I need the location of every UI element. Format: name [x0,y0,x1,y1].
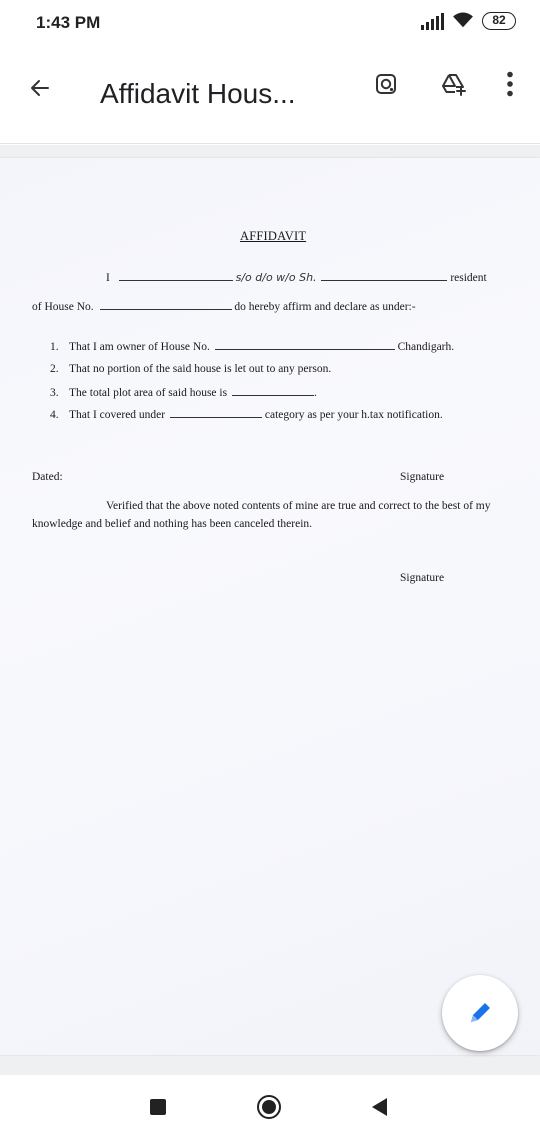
wifi-icon [452,12,474,30]
home-dot [262,1100,276,1114]
recents-square-icon[interactable] [150,1099,166,1115]
document-viewer[interactable] [0,145,540,1075]
item-number: 3. [50,387,59,399]
item-text: That no portion of the said house is let out to any person. [69,363,332,375]
more-options-button[interactable] [490,64,530,104]
father-name-blank [321,280,447,281]
item-text: That I am owner of House No. [69,341,210,353]
house-no-blank [100,309,232,310]
item-text: The total plot area of said house is [69,387,228,399]
document-page[interactable] [0,158,540,1055]
item-text: That I covered under [69,409,166,421]
item-blank [232,395,314,396]
verification-text: Verified that the above noted contents of mine are true and correct to the best of my knowledge and belief and nothing has been canceled therein. [32,500,491,530]
system-nav-bar [0,1076,540,1140]
item-1 [50,341,454,353]
item-after: . [313,387,317,399]
signature-label: Signature [400,572,445,584]
signature-label: Signature [400,471,445,483]
app-bar [0,48,540,144]
back-triangle-icon[interactable] [372,1098,387,1116]
item-after: category as per your h.tax notification. [264,409,443,421]
item-3 [50,387,317,399]
item-number: 1. [50,341,59,353]
google-lens-button[interactable] [366,64,406,104]
google-lens-icon [374,72,398,96]
battery-level: 82 [482,12,516,30]
item-2 [50,363,331,375]
home-circle-icon[interactable] [257,1095,281,1119]
resident-text: resident [450,272,487,284]
item-number: 4. [50,409,59,421]
item-4 [50,409,443,421]
relation-text: s/o d/o w/o Sh. [235,271,317,284]
document-title: Affidavit Hous... [100,78,296,109]
back-arrow-icon [28,76,52,100]
name-blank [119,280,233,281]
pronoun-text: I [106,272,110,284]
add-to-drive-icon [441,72,467,96]
status-bar [0,0,540,48]
declarant-line [106,271,487,284]
dated-label: Dated: [32,471,63,483]
pencil-edit-icon [465,998,495,1028]
item-blank [170,417,262,418]
affirm-text: do hereby affirm and declare as under:- [234,301,416,313]
edit-fab-button[interactable] [442,975,518,1051]
status-icons [421,12,516,30]
back-button[interactable] [20,68,60,108]
add-to-drive-button[interactable] [434,64,474,104]
item-blank [215,349,395,350]
signal-icon [421,12,444,30]
affidavit-heading: AFFIDAVIT [240,229,307,243]
item-number: 2. [50,363,59,375]
status-time: 1:43 PM [36,13,101,32]
document-content [0,158,540,1055]
house-line [32,301,416,313]
battery-icon [482,12,516,30]
more-vert-icon [506,71,514,97]
item-after: Chandigarh. [397,341,455,353]
house-no-label: of House No. [32,301,94,313]
